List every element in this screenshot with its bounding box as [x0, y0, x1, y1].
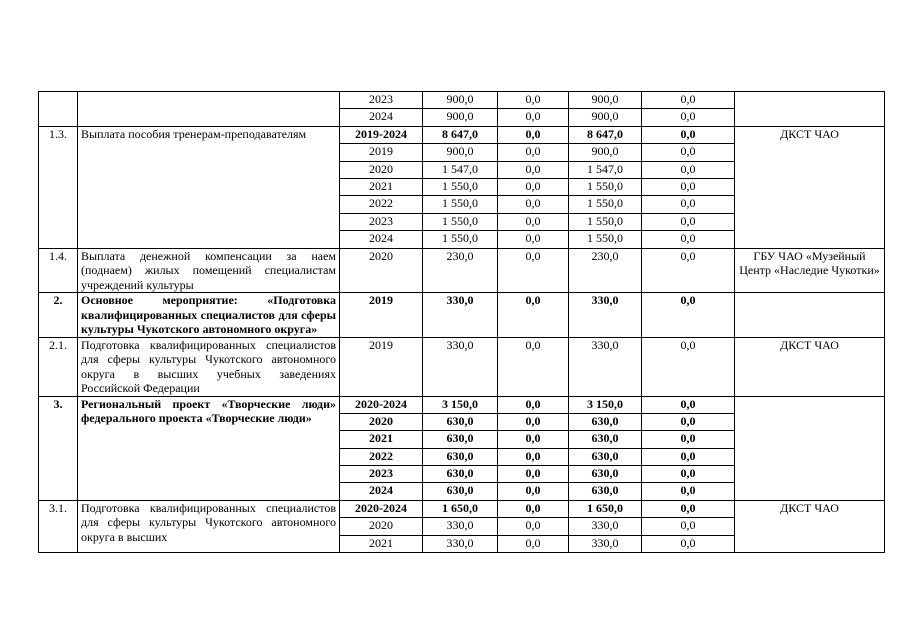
federal-cell: 0,0: [498, 448, 569, 465]
federal-cell: 0,0: [498, 213, 569, 230]
total-cell: 630,0: [423, 483, 498, 500]
program-budget-table: [38, 91, 885, 553]
year-cell: 2019: [340, 293, 423, 338]
table-row: [39, 248, 885, 293]
other-cell: 0,0: [642, 161, 735, 178]
total-cell: 1 550,0: [423, 178, 498, 195]
item-number: 2.1.: [39, 337, 78, 396]
regional-cell: 3 150,0: [569, 396, 642, 413]
item-name: Подготовка квалифицированных специалистов для сферы культуры Чукотского автономного округа в высших: [78, 500, 340, 552]
regional-cell: 1 550,0: [569, 196, 642, 213]
other-cell: 0,0: [642, 518, 735, 535]
year-cell: 2023: [340, 213, 423, 230]
total-cell: 900,0: [423, 109, 498, 126]
year-cell: 2023: [340, 92, 423, 109]
total-cell: 1 550,0: [423, 231, 498, 248]
federal-cell: 0,0: [498, 92, 569, 109]
table-row: [39, 396, 885, 413]
total-cell: 8 647,0: [423, 126, 498, 143]
federal-cell: 0,0: [498, 293, 569, 338]
regional-cell: 1 550,0: [569, 213, 642, 230]
total-cell: 330,0: [423, 518, 498, 535]
table-row: [39, 126, 885, 143]
year-cell: 2024: [340, 231, 423, 248]
regional-cell: 900,0: [569, 109, 642, 126]
federal-cell: 0,0: [498, 231, 569, 248]
total-cell: 1 650,0: [423, 500, 498, 517]
other-cell: 0,0: [642, 231, 735, 248]
total-cell: 330,0: [423, 293, 498, 338]
responsible-cell: [735, 396, 885, 500]
table-row: [39, 337, 885, 396]
year-cell: 2021: [340, 431, 423, 448]
year-cell: 2023: [340, 466, 423, 483]
regional-cell: 1 550,0: [569, 231, 642, 248]
year-cell: 2022: [340, 448, 423, 465]
item-number: 2.: [39, 293, 78, 338]
year-cell: 2020: [340, 518, 423, 535]
responsible-cell: ДКСТ ЧАО: [735, 126, 885, 248]
regional-cell: 1 650,0: [569, 500, 642, 517]
regional-cell: 630,0: [569, 448, 642, 465]
year-cell: 2021: [340, 535, 423, 552]
other-cell: 0,0: [642, 413, 735, 430]
other-cell: 0,0: [642, 535, 735, 552]
total-cell: 1 550,0: [423, 213, 498, 230]
regional-cell: 330,0: [569, 337, 642, 396]
total-cell: 630,0: [423, 448, 498, 465]
year-cell: 2020: [340, 413, 423, 430]
federal-cell: 0,0: [498, 466, 569, 483]
table-row: [39, 500, 885, 517]
item-number: 1.4.: [39, 248, 78, 293]
regional-cell: 630,0: [569, 483, 642, 500]
item-name: Выплата пособия тренерам-преподавателям: [78, 126, 340, 248]
total-cell: 3 150,0: [423, 396, 498, 413]
year-cell: 2020-2024: [340, 500, 423, 517]
regional-cell: 630,0: [569, 413, 642, 430]
year-cell: 2021: [340, 178, 423, 195]
federal-cell: 0,0: [498, 126, 569, 143]
year-cell: 2022: [340, 196, 423, 213]
regional-cell: 8 647,0: [569, 126, 642, 143]
responsible-cell: [735, 92, 885, 127]
regional-cell: 630,0: [569, 431, 642, 448]
regional-cell: 900,0: [569, 92, 642, 109]
item-name: Региональный проект «Творческие люди» федерального проекта «Творческие люди»: [78, 396, 340, 500]
item-number: 3.1.: [39, 500, 78, 552]
regional-cell: 1 547,0: [569, 161, 642, 178]
federal-cell: 0,0: [498, 535, 569, 552]
table-row: [39, 293, 885, 338]
total-cell: 330,0: [423, 535, 498, 552]
year-cell: 2024: [340, 109, 423, 126]
item-number: [39, 92, 78, 127]
other-cell: 0,0: [642, 92, 735, 109]
federal-cell: 0,0: [498, 337, 569, 396]
federal-cell: 0,0: [498, 109, 569, 126]
regional-cell: 330,0: [569, 293, 642, 338]
item-name: Основное мероприятие: «Подготовка квалифицированных специалистов для сферы культуры Чукотского автономного округа»: [78, 293, 340, 338]
federal-cell: 0,0: [498, 178, 569, 195]
responsible-cell: ДКСТ ЧАО: [735, 500, 885, 552]
year-cell: 2019-2024: [340, 126, 423, 143]
item-name: Выплата денежной компенсации за наем (поднаем) жилых помещений специалистам учреждений культуры: [78, 248, 340, 293]
total-cell: 630,0: [423, 466, 498, 483]
other-cell: 0,0: [642, 483, 735, 500]
responsible-cell: ДКСТ ЧАО: [735, 337, 885, 396]
other-cell: 0,0: [642, 448, 735, 465]
item-number: 1.3.: [39, 126, 78, 248]
other-cell: 0,0: [642, 248, 735, 293]
other-cell: 0,0: [642, 196, 735, 213]
regional-cell: 1 550,0: [569, 178, 642, 195]
federal-cell: 0,0: [498, 396, 569, 413]
regional-cell: 900,0: [569, 144, 642, 161]
item-name: [78, 92, 340, 127]
federal-cell: 0,0: [498, 483, 569, 500]
other-cell: 0,0: [642, 466, 735, 483]
year-cell: 2020: [340, 161, 423, 178]
responsible-cell: [735, 293, 885, 338]
federal-cell: 0,0: [498, 413, 569, 430]
year-cell: 2020-2024: [340, 396, 423, 413]
regional-cell: 630,0: [569, 466, 642, 483]
year-cell: 2020: [340, 248, 423, 293]
federal-cell: 0,0: [498, 518, 569, 535]
other-cell: 0,0: [642, 293, 735, 338]
federal-cell: 0,0: [498, 196, 569, 213]
year-cell: 2024: [340, 483, 423, 500]
other-cell: 0,0: [642, 431, 735, 448]
total-cell: 630,0: [423, 431, 498, 448]
federal-cell: 0,0: [498, 500, 569, 517]
regional-cell: 330,0: [569, 535, 642, 552]
total-cell: 1 550,0: [423, 196, 498, 213]
other-cell: 0,0: [642, 396, 735, 413]
total-cell: 230,0: [423, 248, 498, 293]
item-number: 3.: [39, 396, 78, 500]
item-name: Подготовка квалифицированных специалистов для сферы культуры Чукотского автономного округа в высших учебных заведениях Российской Федерации: [78, 337, 340, 396]
table-row: [39, 92, 885, 109]
federal-cell: 0,0: [498, 144, 569, 161]
other-cell: 0,0: [642, 126, 735, 143]
year-cell: 2019: [340, 337, 423, 396]
total-cell: 900,0: [423, 144, 498, 161]
regional-cell: 230,0: [569, 248, 642, 293]
other-cell: 0,0: [642, 144, 735, 161]
other-cell: 0,0: [642, 500, 735, 517]
federal-cell: 0,0: [498, 248, 569, 293]
other-cell: 0,0: [642, 337, 735, 396]
total-cell: 900,0: [423, 92, 498, 109]
total-cell: 1 547,0: [423, 161, 498, 178]
total-cell: 630,0: [423, 413, 498, 430]
year-cell: 2019: [340, 144, 423, 161]
responsible-cell: ГБУ ЧАО «Музейный Центр «Наследие Чукотки»: [735, 248, 885, 293]
federal-cell: 0,0: [498, 431, 569, 448]
other-cell: 0,0: [642, 178, 735, 195]
federal-cell: 0,0: [498, 161, 569, 178]
regional-cell: 330,0: [569, 518, 642, 535]
other-cell: 0,0: [642, 109, 735, 126]
total-cell: 330,0: [423, 337, 498, 396]
table-body: [39, 92, 885, 553]
other-cell: 0,0: [642, 213, 735, 230]
